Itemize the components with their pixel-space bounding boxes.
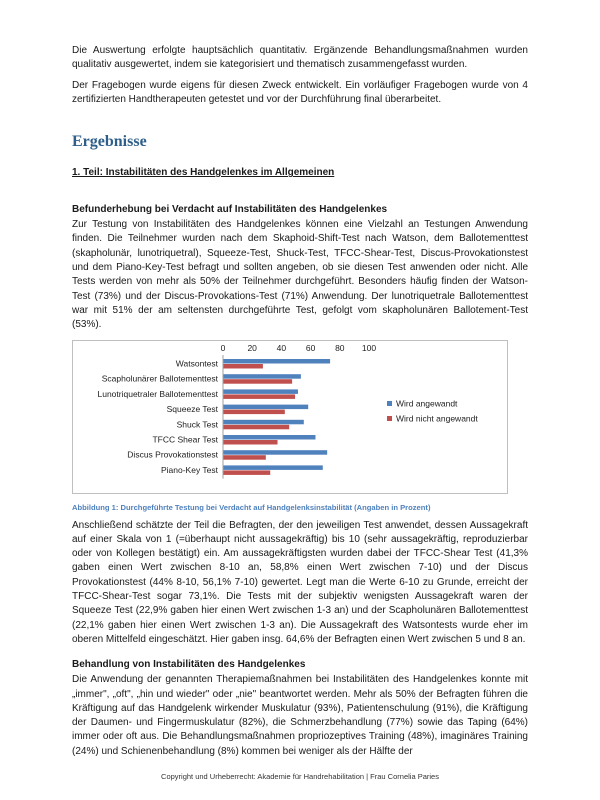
figure-caption: Abbildung 1: Durchgeführte Testung bei Verdacht auf Handgelenksinstabilität (Angaben in Prozent) [72, 502, 431, 512]
legend-label: Wird angewandt [396, 398, 458, 409]
intro-paragraph-2: Der Fragebogen wurde eigens für diesen Zweck entwickelt. Ein vorläufiger Fragebogen wurde von 4 zertifizierten Handtherapeuten getestet und vor der Durchführung final überarbeitet. [72, 79, 528, 105]
intro-paragraph-1: Die Auswertung erfolgte hauptsächlich quantitativ. Ergänzende Behandlungsmaßnahmen wurden qualitativ ausgewertet, indem sie kategorisiert und thematisch zusammengefasst wurden. [72, 45, 528, 71]
befund-paragraph: Zur Testung von Instabilitäten des Handgelenkes können eine Vielzahl an Testungen Anwendung finden. Die Teilnehmer wurden nach dem Skaphoid-Shift-Test nach Watson, dem Ballotementtest (skapholunär, lunotriquetral), Squeeze-Test, Shuck-Test, TFCC-Shear-Test, Discus-Provokationstest und dem Piano-Key-Test befragt und sollten angeben, ob sie diesen Test anwenden oder nicht. Alle Tests werden von mehr als 50% der Teilnehmer durchgeführt. Besonders häufig finden der Watson-Test (73%) und der Discus-Provokations-Test (71%) Anwendung. Der lunotriquetrale Ballotementtest war mit 51% der am seltensten durchgeführte Test, gefolgt vom skapholunären Ballotement-Test (53%). [72, 219, 528, 331]
category-label: Lunotriquetraler Ballotementtest [97, 388, 218, 399]
bar-applied [224, 419, 304, 424]
x-tick-label: 0 [220, 342, 226, 353]
bar-not-applied [224, 440, 278, 445]
bar-not-applied [224, 470, 271, 475]
bar-not-applied [224, 364, 263, 369]
chart-container [72, 340, 508, 494]
bar-not-applied [224, 409, 285, 414]
bar-applied [224, 435, 316, 440]
legend-label: Wird nicht angewandt [396, 413, 478, 424]
legend-swatch [387, 416, 392, 421]
bar-applied [224, 374, 301, 379]
category-label: Piano-Key Test [160, 464, 218, 475]
category-label: TFCC Shear Test [152, 434, 218, 445]
befund-heading: Befunderhebung bei Verdacht auf Instabilitäten des Handgelenkes [72, 204, 388, 216]
page-content [72, 44, 528, 759]
category-label: Squeeze Test [166, 403, 218, 414]
section-title: Ergebnisse [72, 133, 147, 151]
behandlung-heading: Behandlung von Instabilitäten des Handgelenkes [72, 659, 306, 671]
legend-swatch [387, 401, 392, 406]
bar-not-applied [224, 379, 293, 384]
part-title: 1. Teil: Instabilitäten des Handgelenkes im Allgemeinen [72, 167, 335, 179]
bar-not-applied [224, 455, 266, 460]
bar-applied [224, 465, 323, 470]
aussagekraft-paragraph: Anschließend schätzte der Teil die Befragten, der den jeweiligen Test anwendet, dessen Aussagekraft auf einer Skala von 1 (=überhaupt nicht aussagekräftig) bis 10 (sehr aussagekräftig, reproduzierbar oder von Kollegen bestätigt) ein. Am aussagekräftigsten wurden dabei der TFCC-Shear Test (41,3% gaben einen Wert zwischen 8-10 an, 58,8% einen Wert zwischen 7-10) und der Discus Provokationstest (44% 8-10, 56,1% 7-10) gewertet. Legt man die Werte 6-10 zu Grunde, erreicht der TFCC-Shear-Test sogar 73,1%. Die Tests mit der subjektiv wenigsten Aussagekraft waren der Squeeze Test (22,9% gaben hier einen Wert zwischen 1-3 an) und der Scapholunären Ballotementtest (22,1% gaben hier einen Wert zwischen 1-3 an). Die Aussagekraft des Watsontests wurde eher im oberen Mittelfeld eingeschätzt. Hier gaben insg. 64,6% der Befragten einen Wert zwischen 5 und 8 an. [72, 519, 528, 645]
x-tick-label: 100 [361, 342, 377, 353]
page-footer: Copyright und Urheberrecht: Akademie für Handrehabilitation | Frau Cornelia Paries [161, 772, 439, 781]
bar-applied [224, 389, 298, 394]
x-tick-label: 60 [305, 342, 316, 353]
behandlung-paragraph: Die Anwendung der genannten Therapiemaßnahmen bei Instabilitäten des Handgelenkes konnte mit „immer", „oft", „hin und wieder" oder „nie" beantwortet werden. Mehr als 50% der Befragten führen die Kräftigung auf das Handgelenk wirkender Muskulatur (93%), Patientenschulung (91%), die Kräftigung der Daumen- und Fingermuskulatur (82%), die Schmerzbehandlung (77%) sowie das Taping (64%) immer oder oft aus. Die Behandlungsmaßnahmen propriozeptives Training (48%), imaginäres Training (24%) und Schienenbehandlung (8%) kommen bei weniger als der Hälfte der [72, 674, 528, 757]
bar-applied [224, 450, 328, 455]
category-label: Watsontest [175, 358, 218, 369]
x-tick-label: 40 [276, 342, 287, 353]
bar-not-applied [224, 424, 290, 429]
bar-not-applied [224, 394, 296, 399]
bar-applied [224, 404, 309, 409]
bar-chart [73, 341, 507, 493]
x-tick-label: 80 [335, 342, 345, 353]
x-tick-label: 20 [247, 342, 257, 353]
category-label: Discus Provokationstest [127, 449, 218, 460]
category-label: Scapholunärer Ballotementtest [101, 373, 218, 384]
category-label: Shuck Test [176, 418, 218, 429]
bar-applied [224, 359, 331, 364]
